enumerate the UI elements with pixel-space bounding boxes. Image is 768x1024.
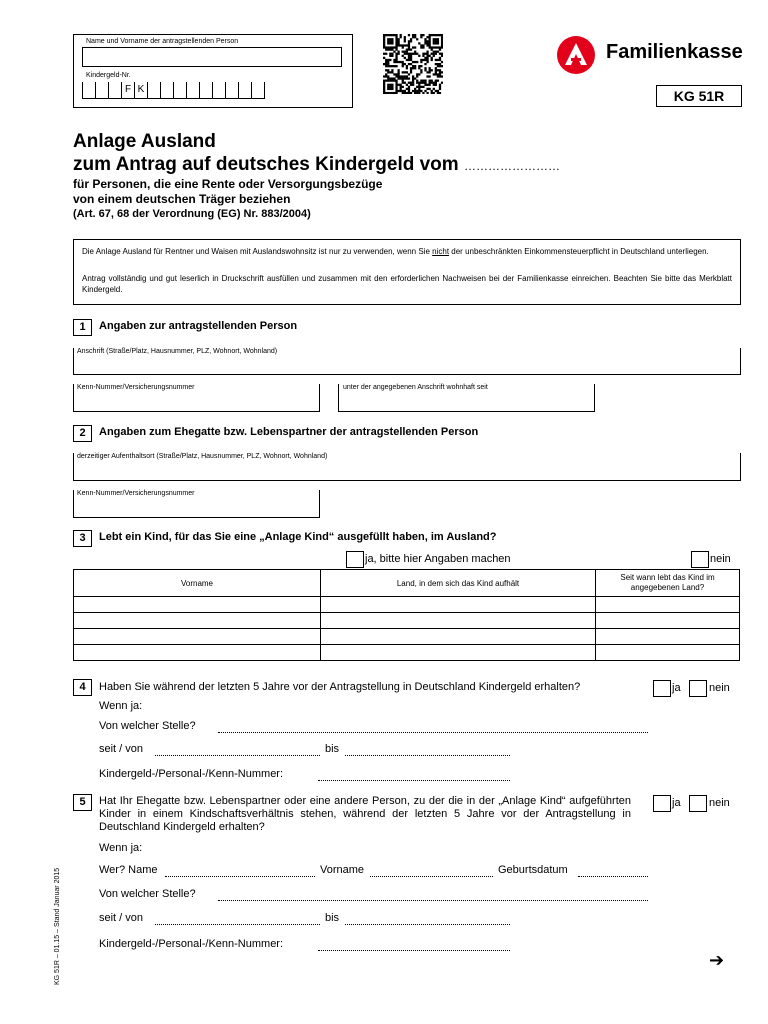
col-land: Land, in dem sich das Kind aufhält [321,570,596,597]
table-cell[interactable] [596,629,740,645]
s3-yes-checkbox[interactable] [346,551,364,568]
s4-bis-label: bis [325,743,340,755]
s5-seit-label: seit / von [99,912,144,924]
notice-p1-a: Die Anlage Ausland für Rentner und Waisen mit Auslandswohnsitz ist nur zu verwenden, wenn Sie [82,247,430,256]
section-4-number: 4 [73,679,92,696]
title-line5: (Art. 67, 68 der Verordnung (EG) Nr. 883/2004) [73,208,311,220]
title-line4: von einem deutschen Träger beziehen [73,192,291,206]
title-date-dots[interactable]: …………………… [463,159,560,173]
table-cell[interactable] [74,645,321,661]
table-header-row [74,570,740,597]
s5-no-checkbox[interactable] [689,795,707,812]
kg-nr-cell[interactable] [212,82,225,99]
name-field[interactable] [82,47,342,67]
s5-geburtsdatum-label: Geburtsdatum [498,864,568,876]
s2-address-label: derzeitiger Aufenthaltsort (Straße/Platz, Hausnummer, PLZ, Wohnort, Wohnland) [77,453,328,460]
title-line2-text: zum Antrag auf deutsches Kindergeld vom [73,154,459,175]
table-row[interactable] [74,645,740,661]
table-cell[interactable] [321,613,596,629]
s5-vorname-label: Vorname [320,864,365,876]
title-line1: Anlage Ausland [73,131,216,152]
brand-name: Familienkasse [606,41,743,63]
table-cell[interactable] [596,645,740,661]
kg-nr-cell[interactable] [225,82,238,99]
s4-bis-field[interactable] [345,755,510,756]
s5-wenn-ja: Wenn ja: [99,842,143,854]
next-page-arrow-icon: ➔ [709,950,725,971]
col-vorname: Vorname [74,570,321,597]
title-line2 [73,154,560,176]
kg-nr-cell[interactable] [251,82,265,99]
s1-id-label: Kenn-Nummer/Versicherungsnummer [77,384,195,391]
s4-wenn-ja: Wenn ja: [99,700,143,712]
s5-name-field[interactable] [165,876,315,877]
kg-nr-cell[interactable]: F [121,82,134,99]
table-row[interactable] [74,597,740,613]
s5-yes-checkbox[interactable] [653,795,671,812]
kg-nr-cell[interactable] [173,82,186,99]
section-1-title: Angaben zur antragstellenden Person [99,320,298,332]
table-cell[interactable] [321,645,596,661]
col-seit-wann: Seit wann lebt das Kind im angegebenen Land? [596,570,740,597]
s5-no-label: nein [709,797,730,809]
table-cell[interactable] [321,629,596,645]
s4-yes-label: ja [672,682,681,694]
s4-stelle-label: Von welcher Stelle? [99,720,196,732]
s1-since-label: unter der angegebenen Anschrift wohnhaft seit [343,384,488,391]
form-code: KG 51R [656,85,742,107]
s5-question: Hat Ihr Ehegatte bzw. Lebenspartner oder eine andere Person, zu der die in der „Anlage Kind“ aufgeführten Kinder in einem Kindschaftsverhältnis stehen, während der letzten 5 Jahre vor der Antragstellung in Deutschland Kindergeld erhalten? [99,795,631,833]
s4-kg-nummer-label: Kindergeld-/Personal-/Kenn-Nummer: [99,768,284,780]
s2-id-label: Kenn-Nummer/Versicherungsnummer [77,490,195,497]
s5-kg-nummer-label: Kindergeld-/Personal-/Kenn-Nummer: [99,938,284,950]
s5-name-label: Wer? Name [99,864,158,876]
qr-code [383,34,443,94]
notice-p1-b: der unbeschränkten Einkommensteuerpflicht in Deutschland unterliegen. [451,247,709,256]
title-line3: für Personen, die eine Rente oder Versorgungsbezüge [73,177,383,191]
s3-no-label: nein [710,553,731,565]
s4-no-label: nein [709,682,730,694]
section-2-title: Angaben zum Ehegatte bzw. Lebenspartner der antragstellenden Person [99,426,479,438]
s5-bis-label: bis [325,912,340,924]
kg-nr-cell[interactable] [147,82,160,99]
familienkasse-logo-icon [556,35,596,75]
s2-address-field[interactable] [73,453,741,481]
s3-yes-label: ja, bitte hier Angaben machen [365,553,511,565]
section-2-number: 2 [73,425,92,442]
s4-seit-label: seit / von [99,743,144,755]
s2-id-field[interactable] [73,490,320,518]
kg-nr-cell[interactable] [95,82,108,99]
s4-question: Haben Sie während der letzten 5 Jahre vor der Antragstellung in Deutschland Kindergeld erhalten? [99,681,581,693]
kg-nr-cell[interactable] [108,82,121,99]
table-cell[interactable] [74,629,321,645]
kg-nr-cell[interactable] [238,82,251,99]
section-1-number: 1 [73,319,92,336]
children-abroad-table [73,569,740,661]
s5-stelle-label: Von welcher Stelle? [99,888,196,900]
s5-yes-label: ja [672,797,681,809]
kg-nr-cell[interactable]: K [134,82,147,99]
s4-seit-field[interactable] [155,755,320,756]
table-cell[interactable] [596,597,740,613]
s5-kg-nummer-field[interactable] [318,950,510,951]
s1-id-field[interactable] [73,384,320,412]
table-cell[interactable] [321,597,596,613]
table-cell[interactable] [74,613,321,629]
s4-stelle-field[interactable] [218,732,648,733]
table-row[interactable] [74,613,740,629]
side-form-code: KG 51R – 01.15 – Stand Januar 2015 [54,867,61,985]
s1-address-field[interactable] [73,348,741,375]
s4-no-checkbox[interactable] [689,680,707,697]
s3-no-checkbox[interactable] [691,551,709,568]
s5-stelle-field[interactable] [218,900,648,901]
section-3-number: 3 [73,530,92,547]
s1-address-label: Anschrift (Straße/Platz, Hausnummer, PLZ, Wohnort, Wohnland) [77,348,278,355]
kg-nr-cell[interactable] [199,82,212,99]
kg-nr-cell[interactable] [82,82,95,99]
s5-seit-field[interactable] [155,924,320,925]
kg-nr-field[interactable] [82,82,265,100]
s5-vorname-field[interactable] [370,876,493,877]
table-cell[interactable] [596,613,740,629]
table-row[interactable] [74,629,740,645]
s4-kg-nummer-field[interactable] [318,780,510,781]
s4-yes-checkbox[interactable] [653,680,671,697]
s1-since-field[interactable] [338,384,595,412]
s5-bis-field[interactable] [345,924,510,925]
kg-nr-label: Kindergeld-Nr. [86,72,131,79]
kg-nr-cell[interactable] [160,82,173,99]
notice-paragraph-1 [82,246,732,257]
notice-nicht: nicht [432,247,450,256]
section-3-title: Lebt ein Kind, für das Sie eine „Anlage Kind“ ausgefüllt haben, im Ausland? [99,531,497,543]
table-cell[interactable] [74,597,321,613]
notice-paragraph-2: Antrag vollständig und gut leserlich in Druckschrift ausfüllen und zusammen mit den erforderlichen Nachweisen bei der Familienkasse einreichen. Beachten Sie bitte das Merkblatt Kindergeld. [82,274,732,294]
name-label: Name und Vorname der antragstellenden Person [86,38,239,45]
section-5-number: 5 [73,794,92,811]
kg-nr-cell[interactable] [186,82,199,99]
s5-geburtsdatum-field[interactable] [578,876,648,877]
